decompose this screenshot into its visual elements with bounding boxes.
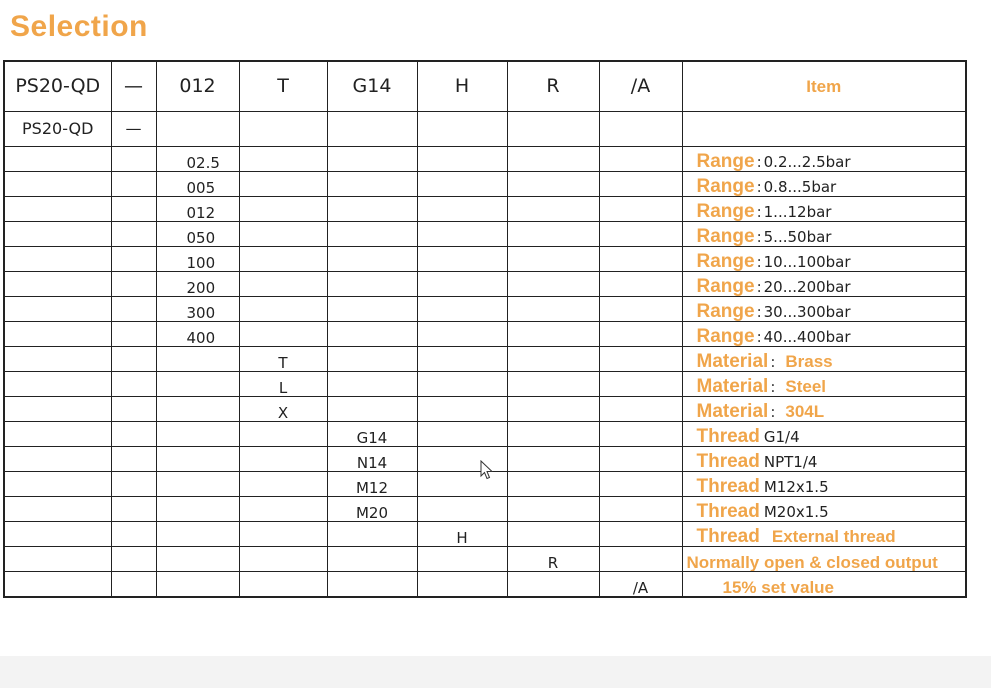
item-label: Range [696, 251, 755, 272]
code-cell [417, 147, 507, 172]
code-cell: 100 [156, 247, 239, 272]
dash-cell: — [111, 112, 156, 147]
item-description [682, 397, 966, 422]
code-cell [417, 172, 507, 197]
code-cell: 400 [156, 322, 239, 347]
code-cell [4, 447, 111, 472]
item-label: Range [696, 226, 755, 247]
item-description [682, 447, 966, 472]
item-separator: : [756, 153, 762, 171]
empty-cell [682, 112, 966, 147]
code-cell [4, 497, 111, 522]
item-description [682, 522, 966, 547]
item-separator: : [770, 353, 776, 371]
code-cell [239, 272, 327, 297]
code-cell [327, 547, 417, 572]
code-cell [239, 172, 327, 197]
header-row [4, 61, 966, 112]
code-cell: /A [599, 572, 682, 598]
item-description [682, 547, 966, 572]
code-cell [111, 447, 156, 472]
code-cell: 200 [156, 272, 239, 297]
code-cell [327, 572, 417, 598]
code-cell [156, 497, 239, 522]
code-cell [599, 422, 682, 447]
item-description [682, 497, 966, 522]
item-separator: : [756, 303, 762, 321]
page-title: Selection [10, 10, 148, 43]
empty-cell [417, 112, 507, 147]
code-cell [599, 397, 682, 422]
selection-table [3, 60, 967, 598]
code-cell [111, 222, 156, 247]
code-cell [4, 422, 111, 447]
code-cell [156, 372, 239, 397]
code-cell [111, 272, 156, 297]
table-row [4, 297, 966, 322]
item-label: Material [696, 376, 769, 397]
code-cell [111, 572, 156, 598]
item-description [682, 322, 966, 347]
code-cell [4, 247, 111, 272]
code-cell [507, 297, 599, 322]
table-row [4, 272, 966, 297]
code-cell [239, 297, 327, 322]
code-cell [111, 172, 156, 197]
code-cell: T [239, 347, 327, 372]
code-cell [599, 497, 682, 522]
code-cell [239, 222, 327, 247]
code-cell [417, 272, 507, 297]
code-cell [327, 272, 417, 297]
item-separator: : [756, 253, 762, 271]
item-value: 304L [785, 402, 825, 421]
code-cell [239, 322, 327, 347]
item-value: G1/4 [763, 428, 800, 446]
code-cell [4, 397, 111, 422]
code-cell [507, 247, 599, 272]
code-cell [417, 322, 507, 347]
code-cell [507, 372, 599, 397]
item-text: Normally open & closed output [686, 553, 938, 572]
code-cell [507, 347, 599, 372]
code-cell [599, 472, 682, 497]
item-label: Thread [696, 501, 760, 522]
code-cell [111, 197, 156, 222]
code-cell [599, 147, 682, 172]
item-separator: : [756, 328, 762, 346]
code-cell [239, 147, 327, 172]
code-cell: R [507, 547, 599, 572]
item-value: M20x1.5 [763, 503, 829, 521]
empty-cell [599, 112, 682, 147]
header-cell-output: R [507, 61, 599, 112]
code-cell [156, 572, 239, 598]
code-cell [239, 497, 327, 522]
item-label: Thread [696, 526, 760, 547]
item-description [682, 222, 966, 247]
empty-cell [507, 112, 599, 147]
code-cell [599, 172, 682, 197]
table-row [4, 497, 966, 522]
code-cell [4, 347, 111, 372]
table-row [4, 397, 966, 422]
code-cell [417, 497, 507, 522]
item-value: 40...400bar [763, 328, 851, 346]
code-cell [599, 522, 682, 547]
item-separator: : [770, 403, 776, 421]
code-cell [417, 197, 507, 222]
item-label: Range [696, 176, 755, 197]
code-cell [507, 197, 599, 222]
code-cell [4, 197, 111, 222]
item-separator: : [756, 228, 762, 246]
code-cell [111, 472, 156, 497]
code-cell [4, 322, 111, 347]
item-description [682, 372, 966, 397]
table-row [4, 222, 966, 247]
code-cell [4, 522, 111, 547]
code-cell [156, 472, 239, 497]
code-cell [507, 472, 599, 497]
code-cell [417, 347, 507, 372]
code-cell [327, 322, 417, 347]
code-cell [507, 322, 599, 347]
table-row [4, 322, 966, 347]
code-cell [239, 522, 327, 547]
model-row [4, 112, 966, 147]
code-cell [239, 472, 327, 497]
empty-cell [327, 112, 417, 147]
code-cell [599, 197, 682, 222]
code-cell: 300 [156, 297, 239, 322]
item-label: Thread [696, 451, 760, 472]
code-cell [4, 572, 111, 598]
item-value: 0.2...2.5bar [763, 153, 851, 171]
code-cell [111, 422, 156, 447]
item-value: 5...50bar [763, 228, 832, 246]
table-row [4, 422, 966, 447]
code-cell [599, 322, 682, 347]
code-cell: 005 [156, 172, 239, 197]
item-description [682, 347, 966, 372]
code-cell [417, 247, 507, 272]
code-cell [507, 522, 599, 547]
code-cell: 050 [156, 222, 239, 247]
code-cell [4, 147, 111, 172]
code-cell [599, 297, 682, 322]
header-cell-range: 012 [156, 61, 239, 112]
code-cell [239, 572, 327, 598]
item-separator: : [756, 203, 762, 221]
item-label: Range [696, 326, 755, 347]
item-label: Thread [696, 476, 760, 497]
item-separator: : [756, 178, 762, 196]
mouse-pointer-icon [480, 460, 494, 480]
code-cell [599, 222, 682, 247]
item-value: 20...200bar [763, 278, 851, 296]
code-cell [4, 372, 111, 397]
code-cell [111, 497, 156, 522]
code-cell [239, 247, 327, 272]
code-cell [417, 397, 507, 422]
footer-bar [0, 656, 991, 688]
empty-cell [239, 112, 327, 147]
item-description [682, 172, 966, 197]
code-cell [417, 222, 507, 247]
code-cell [599, 372, 682, 397]
code-cell [156, 422, 239, 447]
item-value: NPT1/4 [763, 453, 818, 471]
code-cell [599, 347, 682, 372]
item-description [682, 422, 966, 447]
code-cell [417, 572, 507, 598]
code-cell [507, 497, 599, 522]
code-cell [4, 547, 111, 572]
code-cell [4, 172, 111, 197]
code-cell [507, 172, 599, 197]
item-description [682, 572, 966, 598]
item-text: 15% set value [722, 578, 835, 597]
code-cell [507, 422, 599, 447]
code-cell [4, 222, 111, 247]
code-cell: N14 [327, 447, 417, 472]
code-cell [111, 247, 156, 272]
header-cell-material: T [239, 61, 327, 112]
code-cell [417, 372, 507, 397]
code-cell: L [239, 372, 327, 397]
code-cell [111, 322, 156, 347]
header-cell-external: H [417, 61, 507, 112]
item-description [682, 197, 966, 222]
code-cell [507, 447, 599, 472]
code-cell [507, 397, 599, 422]
table-row [4, 197, 966, 222]
header-cell-model: PS20-QD [4, 61, 111, 112]
code-cell [156, 522, 239, 547]
table-row [4, 372, 966, 397]
code-cell [111, 547, 156, 572]
item-label: Material [696, 401, 769, 422]
code-cell [599, 447, 682, 472]
item-description [682, 297, 966, 322]
header-cell-setvalue: /A [599, 61, 682, 112]
code-cell [327, 197, 417, 222]
code-cell [156, 447, 239, 472]
item-value: 10...100bar [763, 253, 851, 271]
item-label: Thread [696, 426, 760, 447]
table-row [4, 347, 966, 372]
code-cell [327, 147, 417, 172]
table-row [4, 247, 966, 272]
item-value: 30...300bar [763, 303, 851, 321]
code-cell [327, 347, 417, 372]
code-cell [599, 272, 682, 297]
code-cell [417, 297, 507, 322]
code-cell [507, 572, 599, 598]
code-cell [327, 522, 417, 547]
table-row [4, 572, 966, 598]
code-cell [327, 247, 417, 272]
header-cell-item: Item [682, 61, 966, 112]
code-cell [111, 397, 156, 422]
code-cell [156, 347, 239, 372]
table-row [4, 147, 966, 172]
code-cell [4, 472, 111, 497]
code-cell [239, 547, 327, 572]
code-cell [507, 147, 599, 172]
item-separator: : [756, 278, 762, 296]
code-cell: 012 [156, 197, 239, 222]
model-cell: PS20-QD [4, 112, 111, 147]
item-separator: : [770, 378, 776, 396]
code-cell [327, 222, 417, 247]
code-cell [111, 297, 156, 322]
item-label: Range [696, 201, 755, 222]
code-cell: 02.5 [156, 147, 239, 172]
header-cell-thread: G14 [327, 61, 417, 112]
code-cell [156, 397, 239, 422]
item-label: Range [696, 151, 755, 172]
code-cell [327, 172, 417, 197]
item-value: M12x1.5 [763, 478, 829, 496]
code-cell: H [417, 522, 507, 547]
item-description [682, 147, 966, 172]
code-cell [111, 522, 156, 547]
code-cell [4, 272, 111, 297]
header-cell-dash: — [111, 61, 156, 112]
code-cell [417, 422, 507, 447]
empty-cell [156, 112, 239, 147]
item-label: Range [696, 301, 755, 322]
code-cell [507, 272, 599, 297]
item-value: Brass [785, 352, 833, 371]
item-description [682, 272, 966, 297]
item-label: Material [696, 351, 769, 372]
item-value: Steel [785, 377, 827, 396]
item-value: External thread [771, 527, 896, 546]
code-cell [327, 372, 417, 397]
table-row [4, 522, 966, 547]
code-cell [239, 197, 327, 222]
code-cell [4, 297, 111, 322]
table-row [4, 547, 966, 572]
code-cell [111, 347, 156, 372]
code-cell [111, 372, 156, 397]
item-description [682, 247, 966, 272]
code-cell [599, 547, 682, 572]
item-label: Range [696, 276, 755, 297]
code-cell [417, 547, 507, 572]
table-row [4, 172, 966, 197]
code-cell: M12 [327, 472, 417, 497]
code-cell [327, 297, 417, 322]
item-value: 1...12bar [763, 203, 832, 221]
code-cell: X [239, 397, 327, 422]
item-value: 0.8...5bar [763, 178, 837, 196]
code-cell [507, 222, 599, 247]
code-cell [327, 397, 417, 422]
item-description [682, 472, 966, 497]
code-cell [239, 447, 327, 472]
code-cell [599, 247, 682, 272]
code-cell: G14 [327, 422, 417, 447]
code-cell [239, 422, 327, 447]
code-cell: M20 [327, 497, 417, 522]
code-cell [111, 147, 156, 172]
code-cell [156, 547, 239, 572]
